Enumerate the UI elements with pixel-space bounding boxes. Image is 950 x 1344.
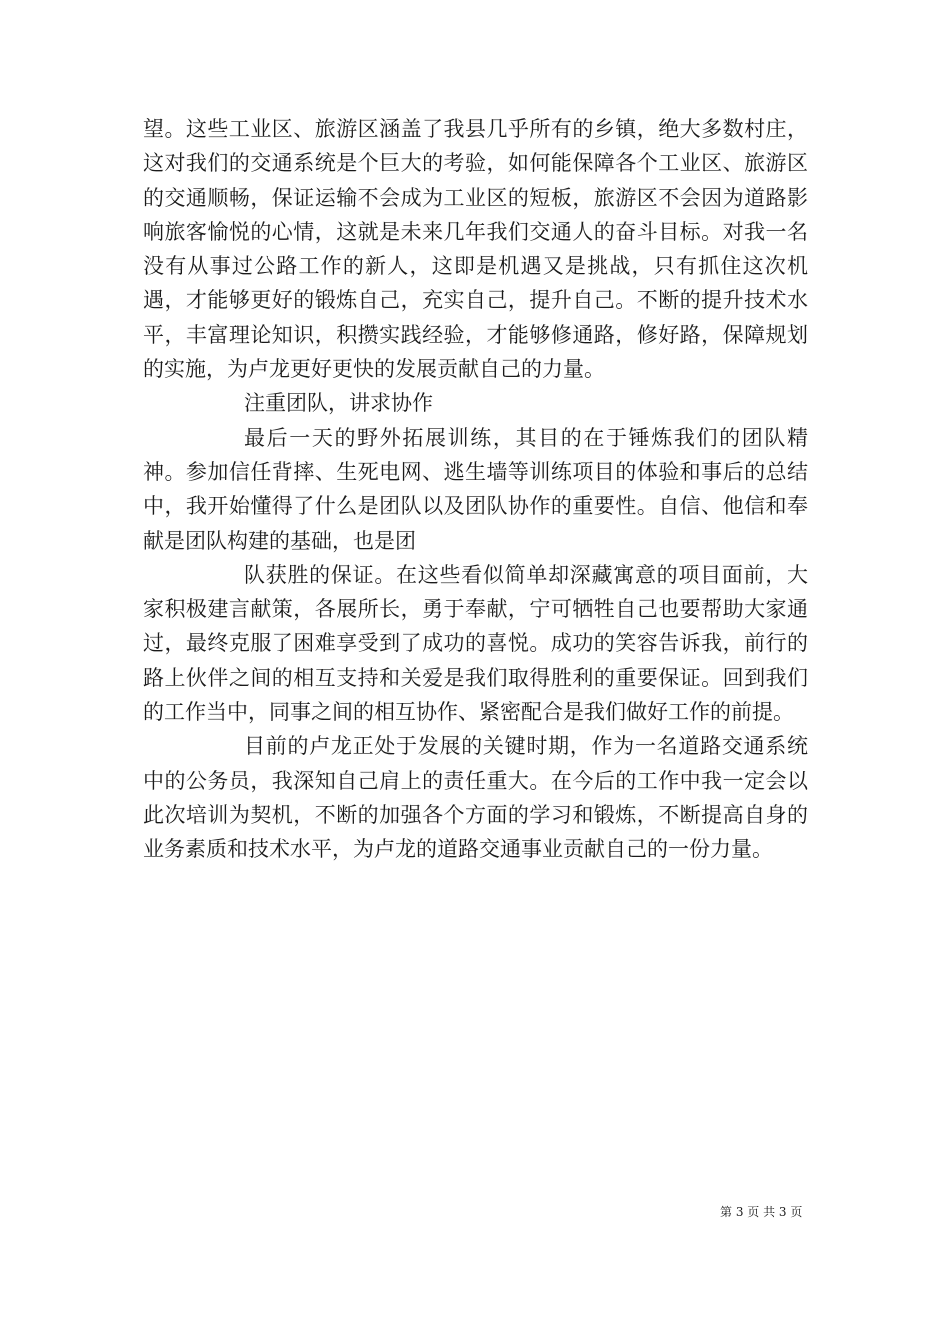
paragraph-team-training: 最后一天的野外拓展训练，其目的在于锤炼我们的团队精神。参加信任背摔、生死电网、逃生墙等训练项目的体验和事后的总结中，我开始懂得了什么是团队以及团队协作的重要性。自信、他信和奉献是团队构建的基础，也是团: [143, 425, 808, 553]
paragraph-conclusion: 目前的卢龙正处于发展的关键时期，作为一名道路交通系统中的公务员，我深知自己肩上的责任重大。在今后的工作中我一定会以此次培训为契机，不断的加强各个方面的学习和锻炼，不断提高自身的业务素质和技术水平，为卢龙的道路交通事业贡献自己的一份力量。: [143, 734, 808, 862]
paragraph-team-success: 队获胜的保证。在这些看似简单却深藏寓意的项目面前，大家积极建言献策，各展所长，勇于奉献，宁可牺牲自己也要帮助大家通过，最终克服了困难享受到了成功的喜悦。成功的笑容告诉我，前行的路上伙伴之间的相互支持和关爱是我们取得胜利的重要保证。回到我们的工作当中，同事之间的相互协作、紧密配合是我们做好工作的前提。: [143, 562, 808, 725]
section-heading: 注重团队，讲求协作: [244, 391, 433, 416]
document-body: [143, 112, 808, 867]
page-number-footer: 第 3 页 共 3 页: [720, 1205, 803, 1219]
paragraph-continuation: 望。这些工业区、旅游区涵盖了我县几乎所有的乡镇，绝大多数村庄，这对我们的交通系统是个巨大的考验，如何能保障各个工业区、旅游区的交通顺畅，保证运输不会成为工业区的短板，旅游区不会因为道路影响旅客愉悦的心情，这就是未来几年我们交通人的奋斗目标。对我一名没有从事过公路工作的新人，这即是机遇又是挑战，只有抓住这次机遇，才能够更好的锻炼自己，充实自己，提升自己。不断的提升技术水平，丰富理论知识，积攒实践经验，才能够修通路，修好路，保障规划的实施，为卢龙更好更快的发展贡献自己的力量。: [143, 117, 808, 382]
